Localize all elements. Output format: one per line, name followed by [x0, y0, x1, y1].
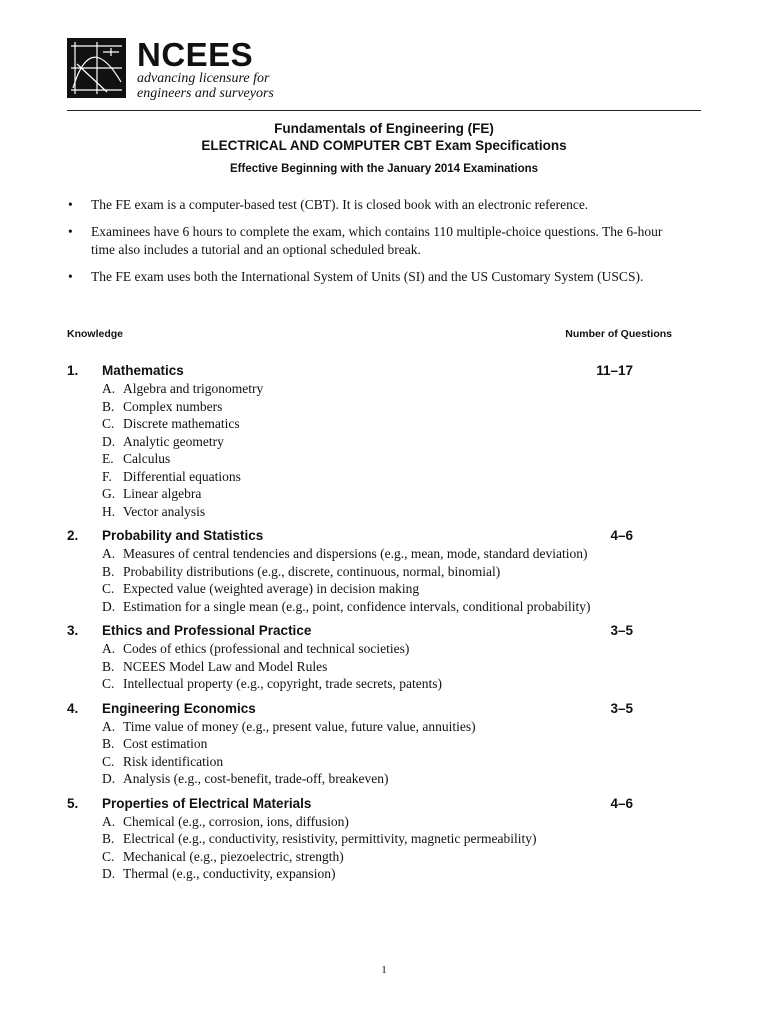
- list-item: A. Algebra and trigonometry: [102, 381, 264, 396]
- section-title: Engineering Economics: [102, 700, 256, 716]
- list-item: C. Mechanical (e.g., piezoelectric, strength): [102, 848, 344, 864]
- section-number: 2.: [67, 528, 79, 543]
- column-header-questions: Number of Questions: [565, 328, 672, 340]
- list-item: C. Intellectual property (e.g., copyright, trade secrets, patents): [102, 676, 442, 691]
- list-item: A. Chemical (e.g., corrosion, ions, diffusion): [102, 813, 349, 829]
- bullet-icon: •: [68, 269, 73, 284]
- list-item: • The FE exam uses both the International System of Units (SI) and the US Customary System (USCS).: [68, 269, 644, 284]
- list-item: A. Time value of money (e.g., present value, future value, annuities): [102, 718, 476, 734]
- list-item: C. Discrete mathematics: [102, 416, 240, 431]
- list-item: B. Probability distributions (e.g., discrete, continuous, normal, binomial): [102, 563, 501, 579]
- header-divider: [67, 110, 701, 111]
- bullet-icon: •: [68, 224, 73, 239]
- list-item: D. Thermal (e.g., conductivity, expansion): [102, 866, 336, 881]
- bullet-icon: •: [68, 197, 73, 212]
- section-title: Mathematics: [102, 363, 184, 378]
- logo-mark-icon: [67, 38, 126, 98]
- section-ethics: [67, 622, 679, 693]
- list-item: A. Codes of ethics (professional and technical societies): [102, 641, 410, 656]
- section-title: Probability and Statistics: [102, 528, 264, 543]
- section-number: 4.: [67, 700, 79, 716]
- section-title: Ethics and Professional Practice: [102, 623, 312, 638]
- question-count: 3–5: [610, 700, 633, 716]
- effective-date-note: Effective Beginning with the January 2014 Examinations: [229, 163, 539, 175]
- list-item: C. Expected value (weighted average) in decision making: [102, 581, 420, 596]
- question-count: 4–6: [610, 795, 633, 811]
- exam-info-list: [67, 196, 687, 295]
- list-item: • The FE exam is a computer-based test (CBT). It is closed book with an electronic reference.: [68, 197, 589, 212]
- document-title: Fundamentals of Engineering (FE): [274, 121, 494, 136]
- page-number: 1: [381, 964, 387, 976]
- list-item: D. Analysis (e.g., cost-benefit, trade-off, breakeven): [102, 771, 389, 786]
- list-item: B. NCEES Model Law and Model Rules: [102, 658, 328, 674]
- question-count: 11–17: [596, 363, 633, 378]
- section-probability-statistics: [67, 527, 679, 615]
- list-item: D. Analytic geometry: [102, 433, 224, 449]
- list-item: B. Complex numbers: [102, 398, 223, 414]
- ncees-logo: [67, 38, 287, 102]
- list-item: B. Electrical (e.g., conductivity, resistivity, permittivity, magnetic permeability): [102, 831, 537, 846]
- list-item: A. Measures of central tendencies and dispersions (e.g., mean, mode, standard deviation): [102, 546, 588, 561]
- list-item: • Examinees have 6 hours to complete the exam, which contains 110 multiple-choice questions. The 6-hour time also includes a tutorial and an optional scheduled break.: [68, 224, 663, 257]
- list-item: D. Estimation for a single mean (e.g., point, confidence intervals, conditional probability): [102, 598, 591, 614]
- list-item: B. Cost estimation: [102, 736, 208, 751]
- column-header-knowledge: Knowledge: [67, 328, 124, 340]
- logo-wordmark: NCEES: [137, 36, 254, 73]
- logo-tagline: advancing licensure for engineers and surveyors: [137, 71, 274, 101]
- section-number: 5.: [67, 795, 79, 811]
- question-count: 4–6: [610, 528, 633, 543]
- list-item: F. Differential equations: [102, 468, 241, 484]
- list-item: G. Linear algebra: [102, 486, 202, 501]
- section-number: 1.: [67, 363, 79, 378]
- section-number: 3.: [67, 623, 79, 638]
- document-header: [67, 120, 701, 175]
- section-engineering-economics: [67, 700, 679, 788]
- section-mathematics: [67, 362, 679, 520]
- knowledge-sections: [67, 362, 679, 890]
- section-electrical-materials: [67, 795, 679, 883]
- question-count: 3–5: [610, 623, 633, 638]
- document-subtitle: ELECTRICAL AND COMPUTER CBT Exam Specifications: [201, 138, 567, 153]
- list-item: H. Vector analysis: [102, 503, 206, 519]
- list-item: C. Risk identification: [102, 753, 224, 769]
- section-title: Properties of Electrical Materials: [102, 795, 312, 811]
- list-item: E. Calculus: [102, 451, 171, 466]
